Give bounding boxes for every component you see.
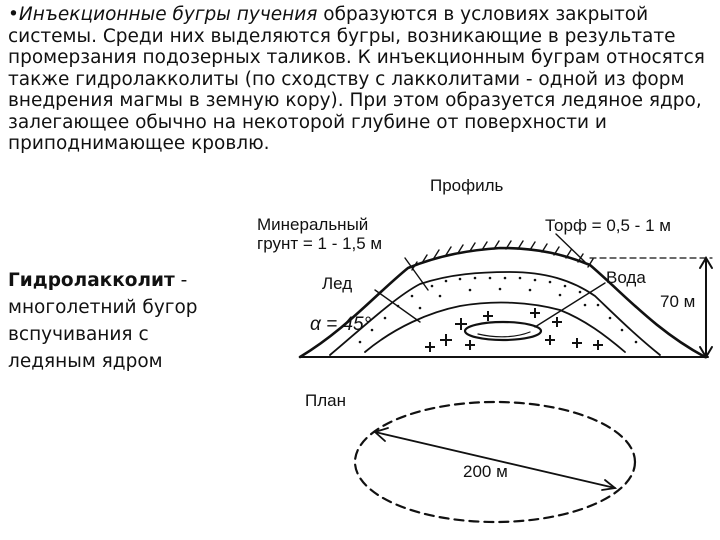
definition-body: - многолетний бугор вспучивания с ледяным ядром xyxy=(8,270,198,372)
intro-term: Инъекционные бугры пучения xyxy=(18,4,318,25)
bullet: • xyxy=(8,4,19,25)
ice-label: Лед xyxy=(322,274,353,293)
diameter-label: 200 м xyxy=(463,462,508,481)
water-lens-inner xyxy=(478,332,530,337)
height-label: 70 м xyxy=(660,292,696,311)
water-label: Вода xyxy=(606,268,646,287)
peat-label: Торф = 0,5 - 1 м xyxy=(545,216,671,235)
intro-body: образуются в условиях закрытой системы. Среди них выделяются бугры, возникающие в результате промерзания подозерных таликов. К инъекционным буграм относятся также гидролакколиты (по сходству с лакколитами - одной из форм внедрения магмы в земную кору). При этом образуется ледяное ядро, залегающее обычно на некоторой глубине от поверхности и приподнимающее кровлю. xyxy=(8,4,705,154)
plan-title: План xyxy=(305,391,346,410)
angle-label: α = 45° xyxy=(310,314,372,335)
definition-term: Гидролакколит xyxy=(8,270,175,291)
mineral-soil-texture xyxy=(359,277,638,344)
mineral-label-line1: Минеральный xyxy=(257,215,369,234)
water-leader xyxy=(535,283,605,327)
mineral-label-line2: грунт = 1 - 1,5 м xyxy=(257,234,383,253)
ice-marks xyxy=(425,308,603,352)
profile-title: Профиль xyxy=(430,176,504,195)
